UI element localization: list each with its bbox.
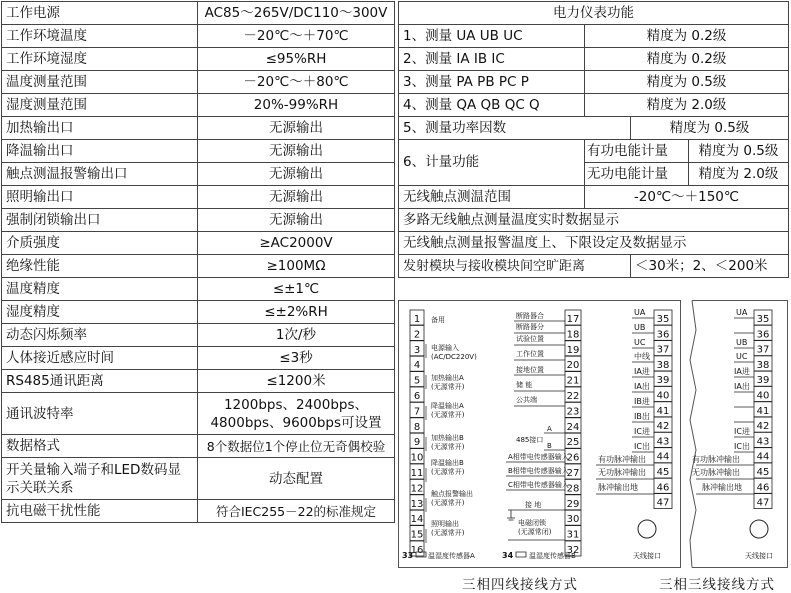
terminal-number: 30 — [566, 514, 580, 526]
terminal-label: B相带电传感器输入 — [508, 467, 569, 475]
terminal-number: 35 — [756, 314, 770, 325]
terminal-number: 42 — [656, 421, 670, 433]
spec-value: 20%-99%RH — [198, 94, 395, 117]
terminal-label: IB出 — [634, 412, 650, 421]
spec-row — [2, 370, 395, 393]
temp-range-value: -20℃～＋150℃ — [585, 186, 789, 209]
terminal-number: 5 — [413, 375, 421, 387]
meter-item-name: 4、测量 QA QB QC Q — [399, 94, 585, 117]
spec-row — [2, 301, 395, 324]
meter-item-accuracy: 精度为 0.5级 — [631, 117, 789, 140]
antenna-label: 天线接口 — [745, 552, 773, 560]
terminal-label: B — [547, 442, 552, 450]
terminal-label: 无功脉冲输出 — [598, 468, 646, 477]
spec-row — [2, 117, 395, 140]
caption-4wire: 三相四线接线方式 — [462, 577, 578, 593]
terminal-number: 40 — [656, 390, 670, 402]
terminal-number: 42 — [756, 421, 770, 433]
spec-value: 1200bps、2400bps、4800bps、9600bps可设置 — [198, 393, 395, 435]
terminal-number: 1 — [413, 314, 421, 325]
terminal-label: (无源常开) — [431, 383, 465, 391]
spec-value: 无源输出 — [198, 163, 395, 186]
terminal-number: 39 — [756, 375, 770, 387]
terminal-label: IC出 — [634, 442, 650, 451]
spec-label: 工作电源 — [2, 2, 198, 25]
terminal-number: 43 — [756, 436, 770, 448]
terminal-label: (无源常开) — [431, 468, 465, 476]
terminal-label: 脉冲输出地 — [702, 483, 742, 492]
distance-label: 发射模块与接收模块间空旷距离 — [399, 255, 631, 278]
spec-label: 数据格式 — [2, 435, 198, 458]
terminal-number: 27 — [566, 468, 580, 479]
terminal-label: 触点报警输出 — [431, 490, 473, 498]
wiring-diagram-4wire — [398, 300, 681, 568]
terminal-label: 公共端 — [516, 396, 537, 404]
spec-label: 绝缘性能 — [2, 255, 198, 278]
spec-label: 温度精度 — [2, 278, 198, 301]
caption-3wire: 三相三线接线方式 — [659, 577, 775, 593]
spec-value: ≥100MΩ — [198, 255, 395, 278]
spec-row — [2, 48, 395, 71]
spec-value: ≤3秒 — [198, 347, 395, 370]
terminal-label: UA — [736, 308, 748, 317]
spec-row — [2, 278, 395, 301]
terminal-label: 中线 — [634, 352, 650, 361]
terminal-number: 28 — [566, 483, 580, 495]
spec-row — [2, 255, 395, 278]
spec-label: RS485通讯距离 — [2, 370, 198, 393]
spec-value: 无源输出 — [198, 186, 395, 209]
meter-item-name: 5、测量功率因数 — [399, 117, 631, 140]
spec-row — [2, 2, 395, 25]
terminal-label: 降温输出B — [431, 459, 464, 467]
terminal-number: 18 — [566, 329, 580, 341]
terminal-number: 35 — [656, 314, 670, 325]
terminal-number: 16 — [410, 545, 424, 556]
spec-row — [2, 25, 395, 48]
terminal-label: 试验位置 — [516, 335, 544, 343]
spec-label: 湿度精度 — [2, 301, 198, 324]
spec-value: 无源输出 — [198, 209, 395, 232]
terminal-label: UB — [736, 338, 748, 347]
terminal-label: (无源常开) — [431, 529, 465, 537]
spec-row — [2, 140, 395, 163]
terminal-label: UC — [736, 352, 748, 361]
terminal-label: 断路器合 — [516, 312, 544, 320]
terminal-number: 32 — [566, 545, 580, 556]
terminal-number: 44 — [656, 451, 670, 463]
terminal-label: IA出 — [734, 382, 750, 391]
spec-label: 抗电磁干扰性能 — [2, 500, 198, 523]
spec-label: 开关量输入端子和LED数码显示关联关系 — [2, 458, 198, 500]
spec-value: ≤±1℃ — [198, 278, 395, 301]
terminal-number: 10 — [410, 452, 424, 464]
meter-item-accuracy: 精度为 0.2级 — [585, 25, 789, 48]
terminal-number: 45 — [656, 467, 670, 478]
reactive-energy-accuracy: 精度为 2.0级 — [689, 163, 789, 186]
sensor-b-icon — [516, 552, 526, 557]
terminal-label: IC进 — [634, 427, 650, 436]
spec-label: 强制闭锁输出口 — [2, 209, 198, 232]
spec-value: 无源输出 — [198, 117, 395, 140]
spec-value: AC85～265V/DC110～300V — [198, 2, 395, 25]
spec-value: ≥AC2000V — [198, 232, 395, 255]
meter-item-name: 1、测量 UA UB UC — [399, 25, 585, 48]
terminal-number: 20 — [566, 360, 580, 372]
terminal-label: 降温输出A — [431, 402, 464, 410]
terminal-number: 43 — [656, 436, 670, 448]
terminal-number: 6 — [413, 391, 421, 402]
sensor-b-label: 温湿度传感器B — [529, 552, 576, 560]
terminal-label: 工作位置 — [516, 350, 544, 358]
terminal-number: 40 — [756, 390, 770, 402]
temp-range-label: 无线触点测温范围 — [399, 186, 585, 209]
terminal-label: A — [547, 425, 552, 433]
spec-value: 动态配置 — [198, 458, 395, 500]
alarm-setting-row: 无线触点测量报警温度上、下限设定及数据显示 — [399, 232, 789, 255]
terminal-number: 2 — [413, 329, 421, 341]
spec-value: 无源输出 — [198, 140, 395, 163]
active-energy-accuracy: 精度为 0.5级 — [689, 140, 789, 163]
reactive-energy-label: 无功电能计量 — [585, 163, 689, 186]
spec-value: 1次/秒 — [198, 324, 395, 347]
terminal-number: 4 — [413, 360, 421, 372]
terminal-label: (无源常开) — [431, 499, 465, 507]
terminal-number: 45 — [756, 467, 770, 478]
spec-row — [2, 458, 395, 500]
terminal-number: 31 — [566, 529, 580, 541]
terminal-label: 接地位置 — [516, 366, 544, 374]
terminal-label: 加热输出B — [431, 434, 464, 442]
spec-row — [2, 324, 395, 347]
spec-label: 动态闪烁频率 — [2, 324, 198, 347]
terminal-label: IC出 — [734, 442, 750, 451]
spec-label: 人体接近感应时间 — [2, 347, 198, 370]
terminal-label: IA进 — [734, 367, 750, 376]
meter-item-name: 3、测量 PA PB PC P — [399, 71, 585, 94]
spec-label: 通讯波特率 — [2, 393, 198, 435]
spec-label: 照明输出口 — [2, 186, 198, 209]
terminal-number: 21 — [566, 375, 580, 387]
spec-row — [2, 209, 395, 232]
antenna-port-icon — [638, 520, 656, 538]
terminal-number: 39 — [656, 375, 670, 387]
terminal-number: 14 — [410, 514, 424, 526]
terminal-number: 7 — [413, 406, 421, 418]
terminal-label: C相带电传感器输入 — [508, 481, 569, 489]
terminal-number: 36 — [756, 329, 770, 341]
terminal-label: 脉冲输出地 — [598, 483, 638, 492]
terminal-number: 46 — [756, 482, 770, 494]
terminal-number: 11 — [410, 468, 424, 479]
terminal-number: 9 — [413, 437, 421, 449]
terminal-number: 23 — [566, 406, 580, 418]
spec-row — [2, 163, 395, 186]
terminal-label: 加热输出A — [431, 374, 464, 382]
terminal-label: (无源常闭) — [518, 528, 552, 536]
terminal-label: 接 地 — [525, 501, 542, 509]
terminal-label: 备用 — [431, 316, 445, 324]
spec-value: ≤1200米 — [198, 370, 395, 393]
spec-label: 介质强度 — [2, 232, 198, 255]
terminal-number: 12 — [410, 483, 424, 495]
power-meter-header: 电力仪表功能 — [399, 2, 789, 25]
spec-row — [2, 393, 395, 435]
terminal-number: 3 — [413, 344, 421, 356]
spec-label: 湿度测量范围 — [2, 94, 198, 117]
terminal-number: 47 — [656, 497, 670, 509]
terminal-label: IC进 — [734, 427, 750, 436]
metering-label: 6、计量功能 — [399, 140, 585, 186]
terminal-label: (无源常开) — [431, 443, 465, 451]
realtime-display-row: 多路无线触点测量温度实时数据显示 — [399, 209, 789, 232]
spec-label: 加热输出口 — [2, 117, 198, 140]
sensor-a-label: 温湿度传感器A — [428, 552, 475, 560]
terminal-number: 37 — [656, 344, 670, 356]
terminal-number: 17 — [566, 314, 580, 325]
terminal-number: 24 — [566, 421, 580, 433]
terminal-number: 22 — [566, 391, 580, 402]
antenna-port-icon — [750, 520, 768, 538]
spec-row — [2, 347, 395, 370]
spec-label: 工作环境温度 — [2, 25, 198, 48]
terminal-label: 断路器分 — [516, 323, 544, 331]
power-meter-table — [398, 1, 789, 278]
spec-row — [2, 435, 395, 458]
sensor-b-number: 34 — [502, 551, 514, 560]
spec-value: ≤±2%RH — [198, 301, 395, 324]
sensor-a-number: 33 — [402, 551, 414, 560]
spec-label: 降温输出口 — [2, 140, 198, 163]
terminal-number: 13 — [410, 498, 424, 510]
active-energy-label: 有功电能计量 — [585, 140, 689, 163]
terminal-label: 有功脉冲输出 — [598, 455, 646, 464]
terminal-number: 41 — [756, 405, 770, 417]
terminal-label: IA进 — [634, 367, 650, 376]
terminal-number: 29 — [566, 498, 580, 510]
terminal-label: 电源输入 — [431, 344, 459, 352]
spec-value: －20℃～＋70℃ — [198, 25, 395, 48]
spec-value: 8个数据位1个停止位无奇偶校验 — [198, 435, 395, 458]
terminal-label: 电磁闭锁 — [518, 519, 546, 527]
terminal-number: 38 — [656, 359, 670, 371]
terminal-number: 36 — [656, 329, 670, 341]
spec-value: ≤95%RH — [198, 48, 395, 71]
spec-row — [2, 500, 395, 523]
meter-item-accuracy: 精度为 0.2级 — [585, 48, 789, 71]
terminal-label: UA — [634, 308, 646, 317]
terminal-number: 44 — [756, 451, 770, 463]
terminal-number: 26 — [566, 452, 580, 464]
terminal-number: 15 — [410, 529, 424, 541]
meter-item-name: 2、测量 IA IB IC — [399, 48, 585, 71]
terminal-number: 8 — [413, 421, 421, 433]
terminal-label: (无源常开) — [431, 411, 465, 419]
terminal-label: IB进 — [634, 397, 650, 406]
antenna-label: 天线接口 — [633, 552, 661, 560]
spec-table — [1, 1, 395, 523]
spec-row — [2, 186, 395, 209]
terminal-label: 有功脉冲输出 — [692, 455, 740, 464]
terminal-label: (AC/DC220V) — [431, 353, 477, 361]
terminal-number: 37 — [756, 344, 770, 356]
terminal-label: UB — [634, 323, 646, 332]
spec-value: 符合IEC255－22的标准规定 — [198, 500, 395, 523]
terminal-number: 38 — [756, 359, 770, 371]
terminal-number: 41 — [656, 405, 670, 417]
terminal-number: 46 — [656, 482, 670, 494]
spec-label: 触点测温报警输出口 — [2, 163, 198, 186]
spec-label: 温度测量范围 — [2, 71, 198, 94]
terminal-label: 485接口 — [516, 436, 544, 444]
terminal-label: A相带电传感器输入 — [508, 453, 569, 461]
terminal-number: 47 — [756, 497, 770, 509]
terminal-label: IA出 — [634, 382, 650, 391]
wiring-diagram-3wire — [688, 300, 788, 568]
terminal-number: 19 — [566, 344, 580, 356]
spec-row — [2, 71, 395, 94]
spec-value: －20℃～＋80℃ — [198, 71, 395, 94]
meter-item-accuracy: 精度为 2.0级 — [585, 94, 789, 117]
terminal-label: 无功脉冲输出 — [692, 468, 740, 477]
terminal-label: UC — [634, 338, 646, 347]
spec-row — [2, 94, 395, 117]
terminal-number: 25 — [566, 437, 580, 449]
spec-label: 工作环境湿度 — [2, 48, 198, 71]
terminal-label: 照明输出 — [431, 520, 459, 528]
terminal-label: 储 能 — [516, 381, 533, 389]
meter-item-accuracy: 精度为 0.5级 — [585, 71, 789, 94]
spec-row — [2, 232, 395, 255]
distance-value: ＜30米；2、＜200米 — [631, 255, 789, 278]
